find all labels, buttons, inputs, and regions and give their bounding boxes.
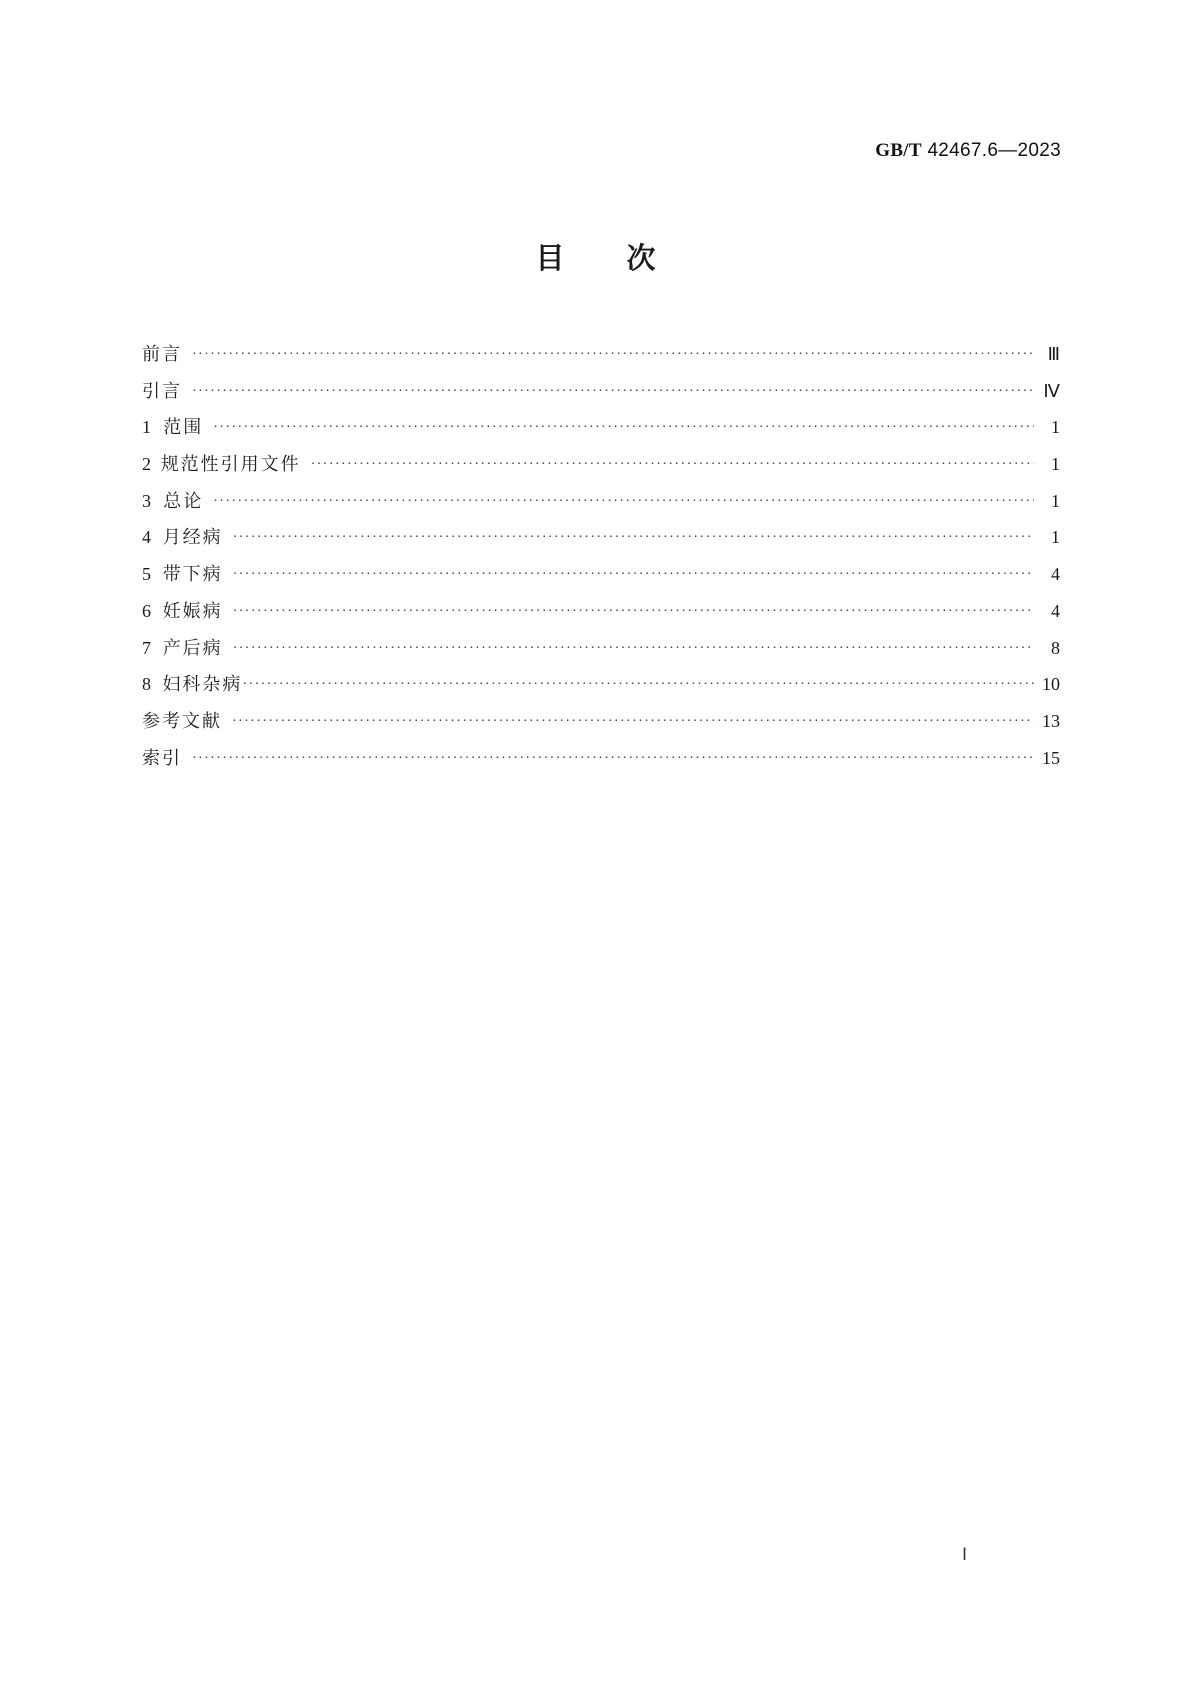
- toc-heading-char-2: 次: [626, 241, 656, 275]
- toc-entry-page: 4: [1051, 600, 1060, 621]
- toc-entry-page: 8: [1051, 637, 1060, 658]
- toc-entry-bibliography[interactable]: [142, 707, 1060, 744]
- toc-entry-page: Ⅲ: [1047, 344, 1060, 364]
- toc-entry-introduction[interactable]: [142, 377, 1060, 414]
- toc-entry-page: 1: [1051, 490, 1060, 511]
- toc-entry-leukorrhea-diseases[interactable]: [142, 560, 1060, 597]
- table-of-contents: [142, 340, 1060, 780]
- toc-leader-dots: [233, 530, 1034, 546]
- toc-entry-label: 范围: [163, 417, 204, 439]
- toc-entry-label: 妊娠病: [162, 600, 223, 622]
- toc-leader-dots: [233, 641, 1034, 657]
- toc-entry-number: 5: [142, 564, 151, 585]
- toc-entry-page: 13: [1042, 710, 1060, 731]
- toc-entry-page: 4: [1051, 564, 1060, 585]
- toc-entry-label: 总论: [163, 490, 204, 512]
- toc-leader-dots: [232, 714, 1034, 730]
- toc-leader-dots: [242, 677, 1034, 693]
- page-number: Ⅰ: [961, 1545, 967, 1564]
- toc-leader-dots: [192, 347, 1034, 363]
- toc-entry-normative-references[interactable]: [142, 450, 1060, 487]
- toc-entry-page: 15: [1042, 747, 1060, 768]
- toc-leader-dots: [233, 567, 1034, 583]
- toc-entry-pregnancy-diseases[interactable]: [142, 597, 1060, 634]
- toc-entry-label: 妇科杂病: [162, 674, 243, 696]
- standard-prefix: GB/T: [875, 140, 922, 161]
- toc-entry-page: 1: [1051, 454, 1060, 475]
- toc-entry-label: 规范性引用文件: [160, 454, 301, 476]
- toc-entry-page: Ⅳ: [1043, 380, 1060, 401]
- toc-entry-label: 产后病: [162, 637, 223, 659]
- toc-entry-label: 索引: [142, 747, 182, 769]
- toc-leader-dots: [233, 604, 1034, 620]
- toc-entry-number: 3: [142, 490, 151, 511]
- toc-entry-number: 1: [142, 417, 151, 438]
- toc-entry-page: 10: [1042, 674, 1060, 695]
- toc-entry-index[interactable]: [142, 744, 1060, 781]
- toc-entry-scope[interactable]: [142, 413, 1060, 450]
- toc-entry-label: 前言: [142, 344, 182, 365]
- toc-heading: [0, 236, 1191, 277]
- toc-entry-number: 7: [142, 637, 151, 658]
- toc-leader-dots: [192, 751, 1034, 767]
- toc-entry-miscellaneous-gynecological-diseases[interactable]: [142, 670, 1060, 707]
- toc-entry-label: 引言: [142, 380, 182, 402]
- toc-leader-dots: [213, 420, 1034, 436]
- toc-entry-number: 8: [142, 674, 151, 695]
- toc-entry-page: 1: [1051, 527, 1060, 548]
- toc-entry-postpartum-diseases[interactable]: [142, 634, 1060, 671]
- toc-entry-number: 4: [142, 527, 151, 548]
- toc-entry-label: 带下病: [162, 564, 223, 586]
- toc-entry-number: 2: [142, 454, 151, 475]
- toc-entry-number: 6: [142, 600, 151, 621]
- toc-leader-dots: [192, 384, 1034, 400]
- toc-entry-menstrual-diseases[interactable]: [142, 523, 1060, 560]
- toc-entry-label: 月经病: [162, 527, 223, 549]
- standard-code: [875, 140, 1061, 162]
- standard-number: 42467.6—2023: [927, 140, 1061, 161]
- toc-entry-label: 参考文献: [142, 710, 222, 732]
- toc-entry-general[interactable]: [142, 487, 1060, 524]
- toc-entry-foreword[interactable]: [142, 340, 1060, 377]
- toc-entry-page: 1: [1051, 417, 1060, 438]
- toc-heading-char-1: 目: [535, 241, 565, 275]
- toc-leader-dots: [311, 457, 1034, 473]
- toc-leader-dots: [213, 494, 1034, 510]
